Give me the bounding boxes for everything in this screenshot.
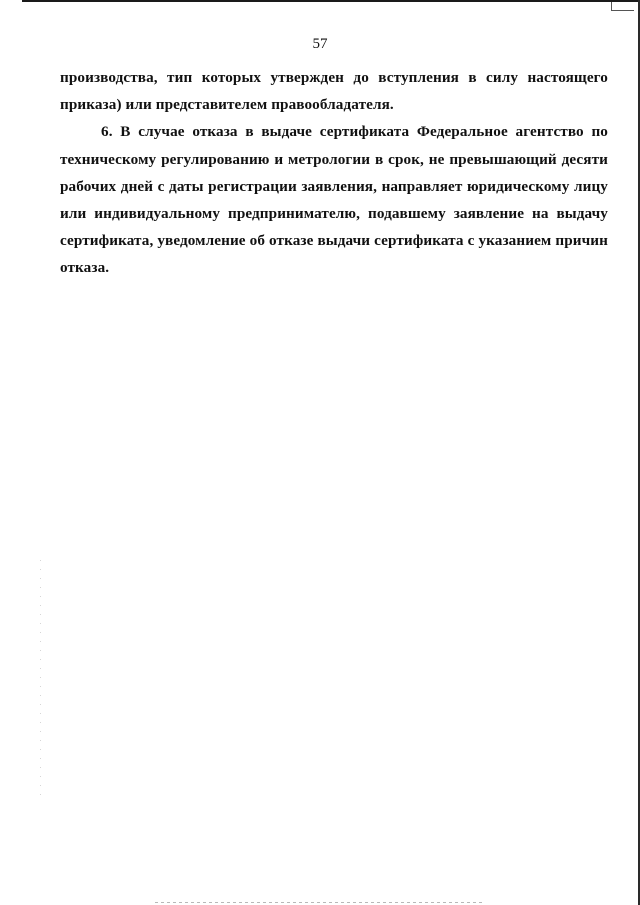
- document-body: [60, 64, 608, 282]
- page-number: 57: [312, 36, 328, 52]
- scan-border-bottom: [155, 902, 485, 903]
- scan-corner-mark: [611, 2, 634, 11]
- scan-noise-left: [40, 560, 41, 800]
- paragraph-continuation: производства, тип которых утвержден до вступления в силу настоящего приказа) или представителем правообладателя.: [60, 69, 608, 114]
- paragraph-6: 6. В случае отказа в выдаче сертификата Федеральное агентство по техническому регулированию и метрологии в срок, не превышающий десяти рабочих дней с даты регистрации заявления, направляет юридическому лицу или индивидуальному предпринимателю, подавшему заявление на выдачу сертификата, уведомление об отказе выдачи сертификата с указанием причин отказа.: [60, 123, 608, 277]
- scan-border-top: [22, 0, 640, 2]
